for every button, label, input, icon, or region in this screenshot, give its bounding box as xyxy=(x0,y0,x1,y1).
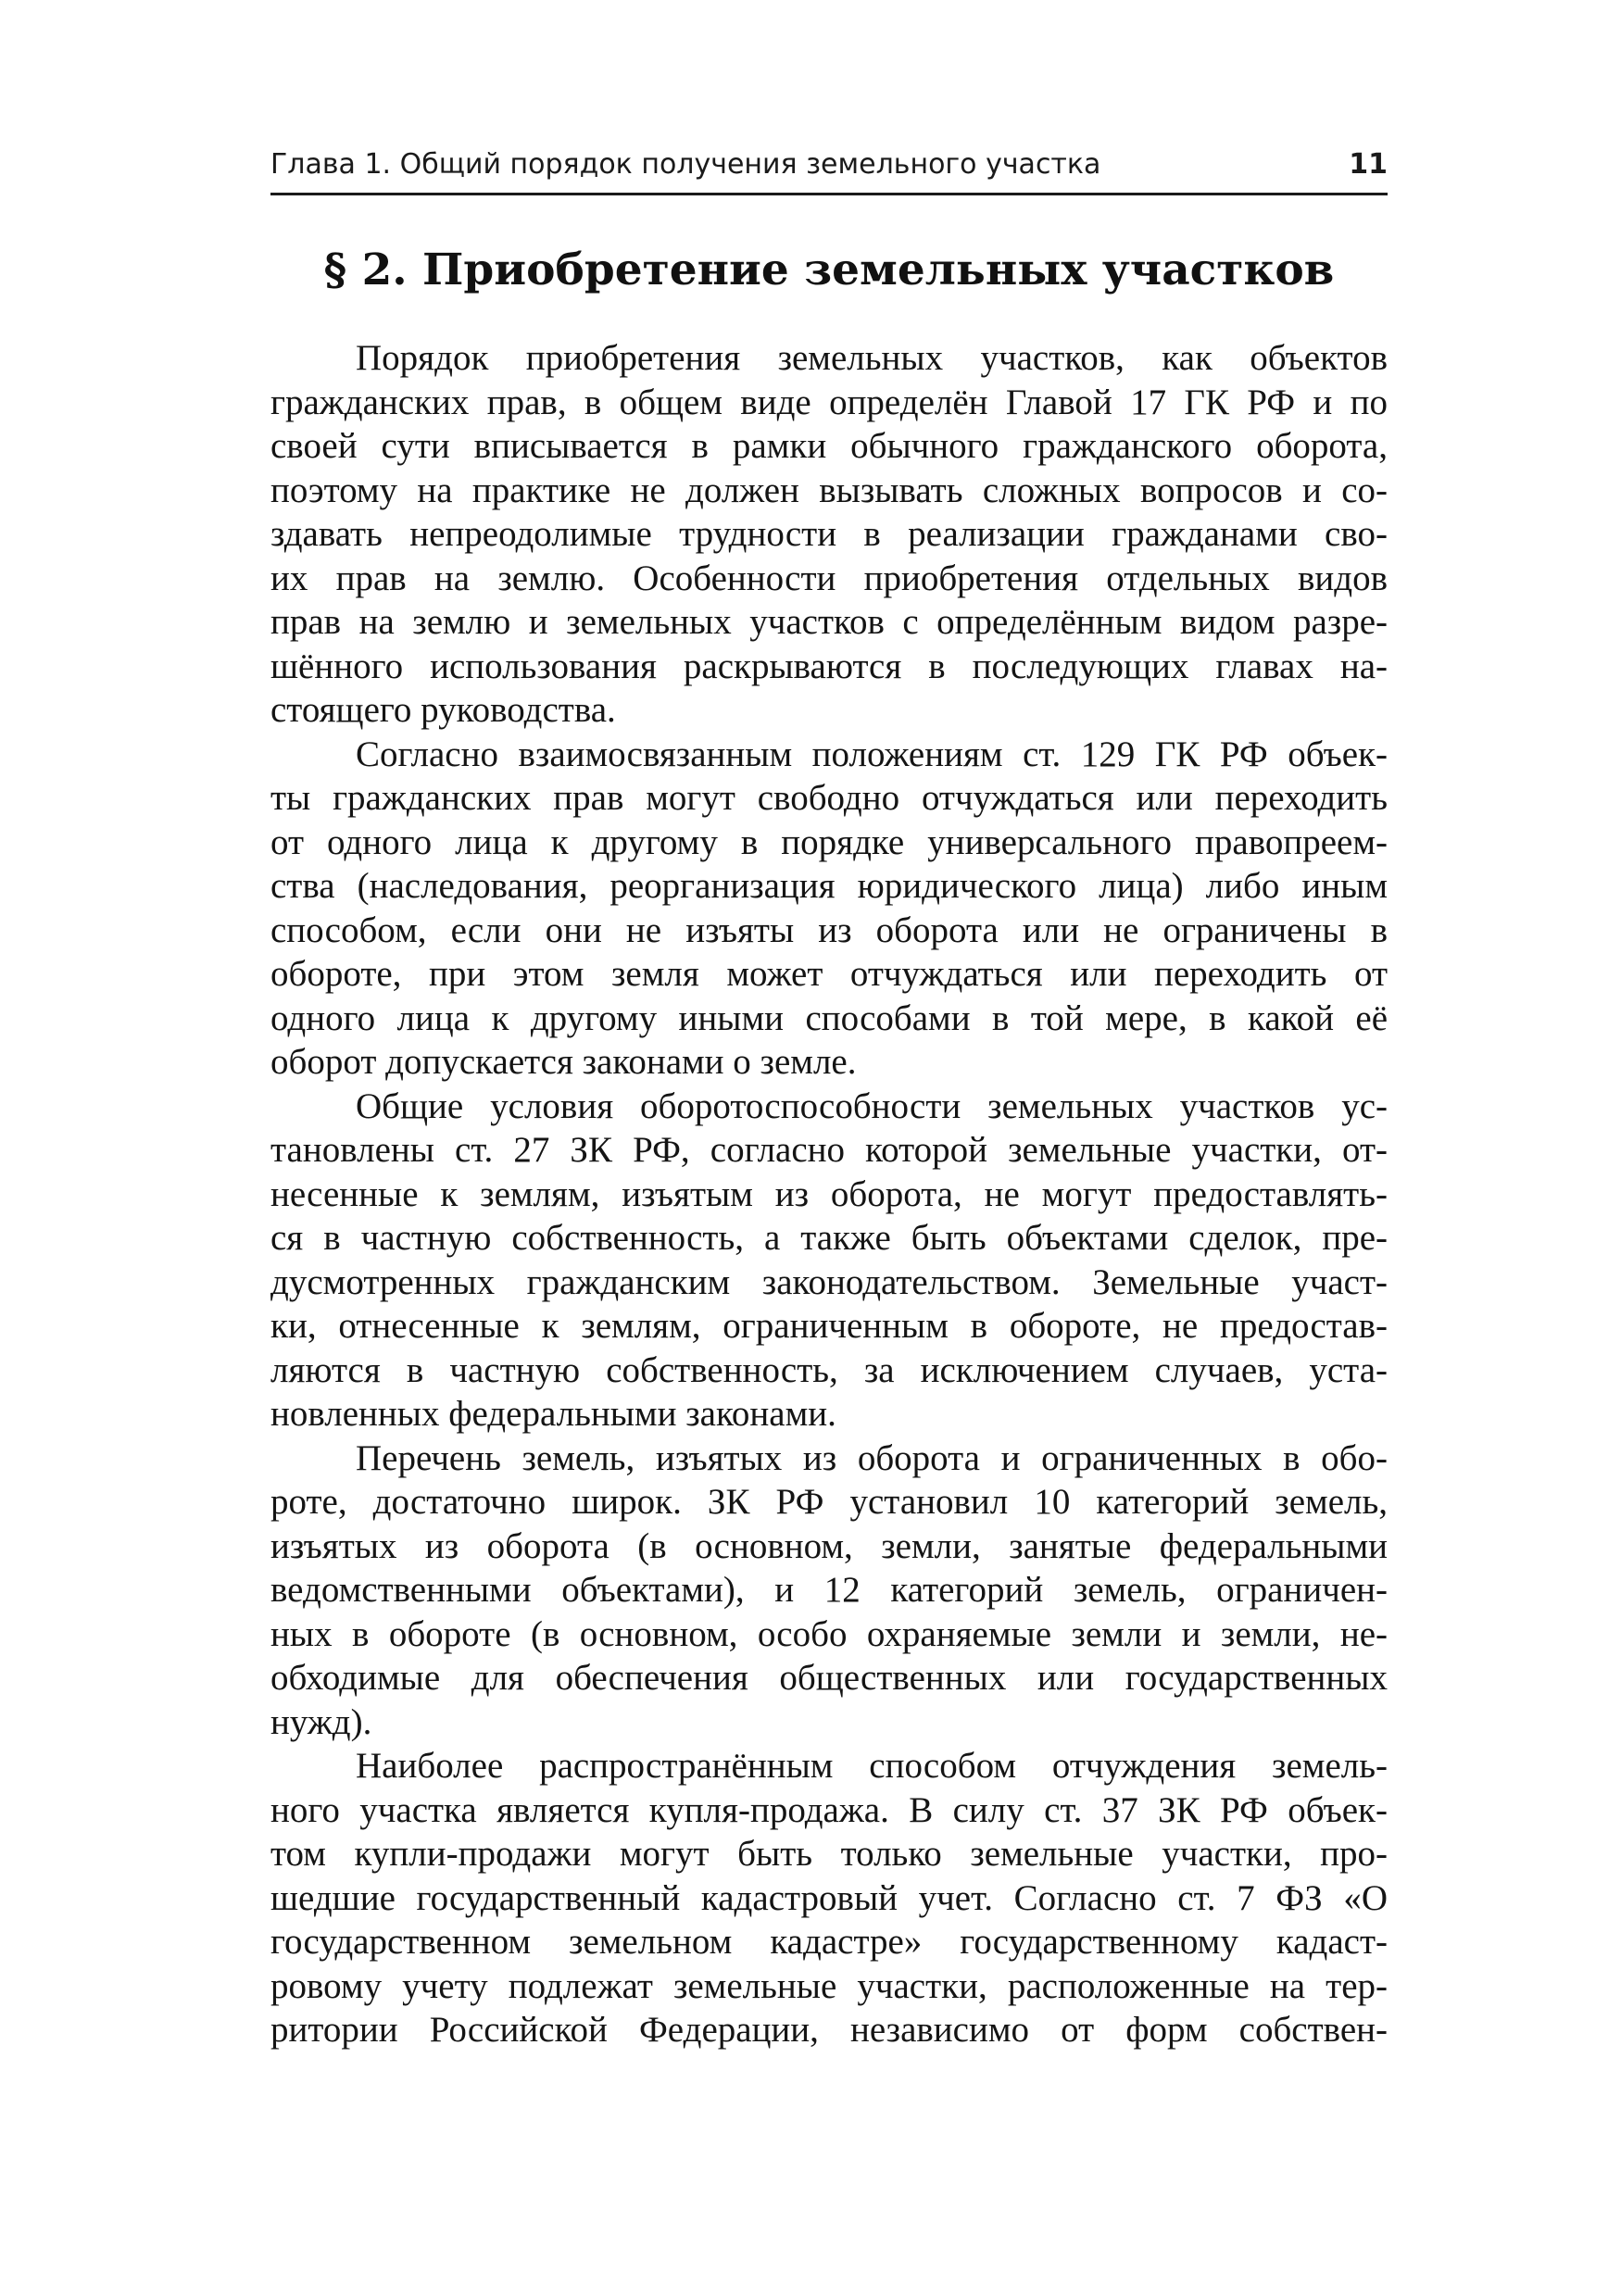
paragraph xyxy=(270,1437,1388,1745)
text-line: Общие условия оборотоспособности земельных участков ус- xyxy=(356,1085,1388,1126)
paragraph xyxy=(270,1744,1388,2052)
text-line: ся в частную собственность, а также быть объектами сделок, пре- xyxy=(270,1218,1388,1258)
text-line: своей сути вписывается в рамки обычного гражданского оборота, xyxy=(270,426,1388,466)
text-line: ты гражданских прав могут свободно отчуждаться или переходить xyxy=(270,778,1388,818)
text-line: шённого использования раскрываются в последующих главах на- xyxy=(270,646,1388,686)
text-line: изъятых из оборота (в основном, земли, занятые федеральными xyxy=(270,1525,1388,1566)
text-line: Наиболее распространённым способом отчуждения земель- xyxy=(356,1746,1388,1786)
text-line: нужд). xyxy=(270,1701,372,1742)
paragraph xyxy=(270,336,1388,733)
running-header xyxy=(270,146,1388,195)
text-line: ных в обороте (в основном, особо охраняемые земли и земли, не- xyxy=(270,1613,1388,1654)
paragraph xyxy=(270,1085,1388,1437)
text-line: Порядок приобретения земельных участков, как объектов xyxy=(356,338,1388,378)
text-line: способом, если они не изъяты из оборота или не ограничены в xyxy=(270,910,1388,950)
text-line: дусмотренных гражданским законодательством. Земельные участ- xyxy=(270,1261,1388,1302)
text-line: гражданских прав, в общем виде определён Главой 17 ГК РФ и по xyxy=(270,382,1388,422)
text-line: ровому учету подлежат земельные участки, расположенные на тер- xyxy=(270,1965,1388,2006)
text-line: Согласно взаимосвязанным положениям ст. 129 ГК РФ объек- xyxy=(356,734,1388,774)
text-line: тановлены ст. 27 ЗК РФ, согласно которой земельные участки, от- xyxy=(270,1130,1388,1170)
body-text xyxy=(270,336,1388,2052)
text-line: от одного лица к другому в порядке универсального правопреем- xyxy=(270,822,1388,862)
text-line: прав на землю и земельных участков с определённым видом разре- xyxy=(270,602,1388,642)
text-line: оборот допускается законами о земле. xyxy=(270,1042,857,1082)
text-line: одного лица к другому иными способами в той мере, в какой её xyxy=(270,997,1388,1038)
text-line: том купли-продажи могут быть только земельные участки, про- xyxy=(270,1834,1388,1874)
text-line: ного участка является купля-продажа. В силу ст. 37 ЗК РФ объек- xyxy=(270,1789,1388,1830)
text-line: ритории Российской Федерации, независимо от форм собствен- xyxy=(270,2010,1388,2050)
text-line: ки, отнесенные к землям, ограниченным в обороте, не предостав- xyxy=(270,1306,1388,1346)
text-line: стоящего руководства. xyxy=(270,690,616,730)
paragraph xyxy=(270,733,1388,1085)
text-line: поэтому на практике не должен вызывать сложных вопросов и со- xyxy=(270,470,1388,510)
text-line: здавать непреодолимые трудности в реализации гражданами сво- xyxy=(270,514,1388,554)
text-line: Перечень земель, изъятых из оборота и ограниченных в обо- xyxy=(356,1437,1388,1478)
text-line: ства (наследования, реорганизация юридического лица) либо иным xyxy=(270,866,1388,906)
text-line: обороте, при этом земля может отчуждаться или переходить от xyxy=(270,954,1388,994)
page-number: 11 xyxy=(1349,148,1388,181)
text-line: ляются в частную собственность, за исключением случаев, уста- xyxy=(270,1349,1388,1390)
section-title: § 2. Приобретение земельных участков xyxy=(323,245,1335,295)
text-line: несенные к землям, изъятым из оборота, не могут предоставлять- xyxy=(270,1173,1388,1214)
text-line: шедшие государственный кадастровый учет. Согласно ст. 7 ФЗ «О xyxy=(270,1877,1388,1918)
chapter-title: Глава 1. Общий порядок получения земельного участка xyxy=(270,148,1101,181)
text-line: государственном земельном кадастре» государственному кадаст- xyxy=(270,1922,1388,1962)
text-line: обходимые для обеспечения общественных или государственных xyxy=(270,1658,1388,1698)
text-line: их прав на землю. Особенности приобретения отдельных видов xyxy=(270,558,1388,598)
text-line: новленных федеральными законами. xyxy=(270,1394,836,1434)
text-line: ведомственными объектами), и 12 категорий земель, ограничен- xyxy=(270,1570,1388,1610)
text-line: роте, достаточно широк. ЗК РФ установил 10 категорий земель, xyxy=(270,1482,1388,1522)
